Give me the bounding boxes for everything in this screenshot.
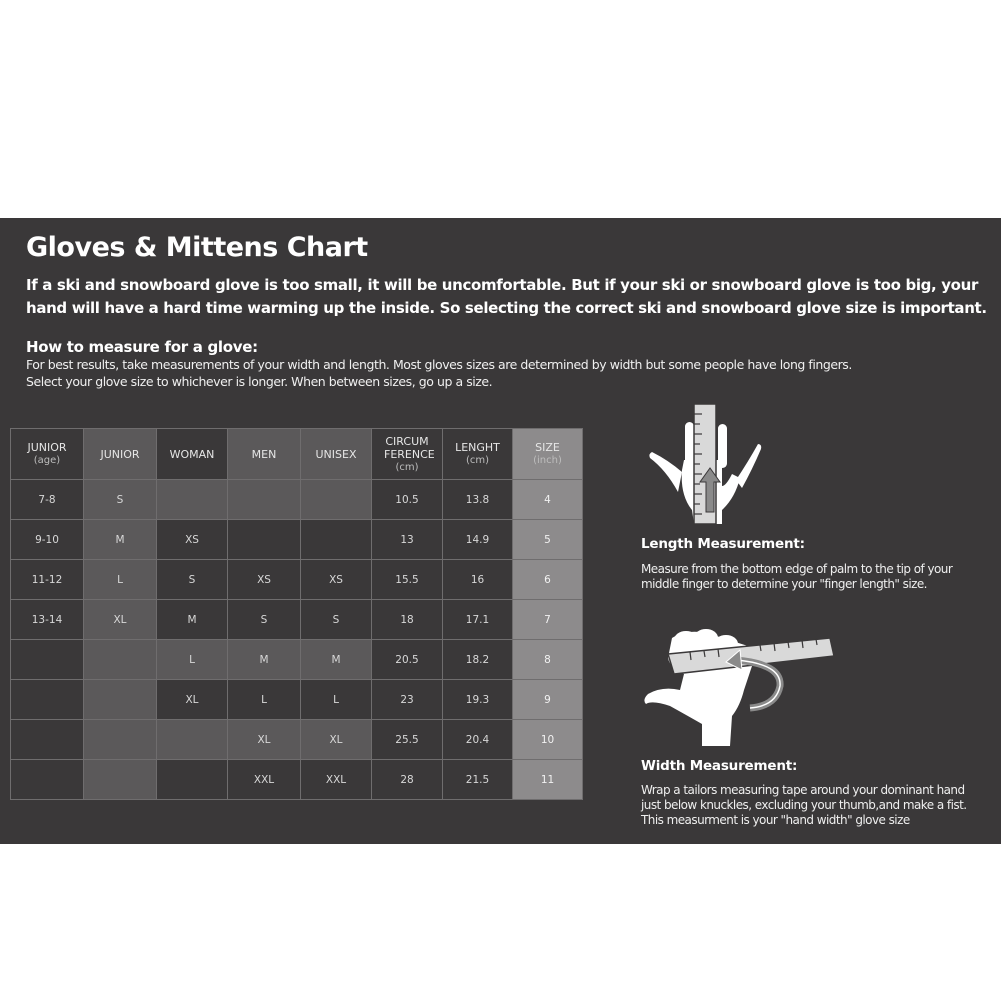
cell-junior-age	[11, 640, 84, 680]
how-to-measure-heading: How to measure for a glove:	[26, 338, 258, 356]
length-measurement-line: middle finger to determine your "finger length" size.	[641, 577, 927, 591]
table-row	[11, 560, 583, 600]
cell-length: 17.1	[443, 600, 513, 640]
cell-junior-age: 9-10	[11, 520, 84, 560]
cell-unisex: M	[301, 640, 372, 680]
cell-circumference: 10.5	[372, 480, 443, 520]
cell-unisex	[301, 480, 372, 520]
table-row	[11, 760, 583, 800]
how-to-measure-text	[26, 356, 986, 390]
cell-junior	[84, 640, 157, 680]
cell-woman: XS	[157, 520, 228, 560]
cell-size: 5	[513, 520, 583, 560]
cell-unisex: XL	[301, 720, 372, 760]
cell-unisex: XS	[301, 560, 372, 600]
width-measurement-line: just below knuckles, excluding your thumb,and make a fist.	[641, 798, 967, 812]
length-measurement-heading: Length Measurement:	[641, 536, 805, 552]
header-junior-age: JUNIOR (age)	[11, 429, 84, 480]
table-row	[11, 520, 583, 560]
cell-junior: L	[84, 560, 157, 600]
width-measurement-heading: Width Measurement:	[641, 758, 798, 774]
cell-unisex: XXL	[301, 760, 372, 800]
cell-men	[228, 480, 301, 520]
how-to-measure-line: For best results, take measurements of your width and length. Most gloves sizes are determined by width but some people have long fingers.	[26, 357, 852, 372]
table-row	[11, 640, 583, 680]
chart-title: Gloves & Mittens Chart	[26, 232, 368, 263]
cell-men: S	[228, 600, 301, 640]
cell-circumference: 23	[372, 680, 443, 720]
size-table	[10, 428, 583, 800]
hand-width-measure-icon	[640, 620, 840, 750]
hand-length-measure-icon	[640, 400, 770, 530]
header-junior: JUNIOR	[84, 429, 157, 480]
cell-woman: L	[157, 640, 228, 680]
cell-woman	[157, 760, 228, 800]
cell-length: 21.5	[443, 760, 513, 800]
header-length: LENGHT (cm)	[443, 429, 513, 480]
cell-length: 13.8	[443, 480, 513, 520]
cell-size: 7	[513, 600, 583, 640]
cell-junior	[84, 720, 157, 760]
cell-circumference: 18	[372, 600, 443, 640]
table-row	[11, 600, 583, 640]
cell-junior: XL	[84, 600, 157, 640]
table-row	[11, 480, 583, 520]
cell-size: 11	[513, 760, 583, 800]
cell-woman	[157, 720, 228, 760]
cell-junior	[84, 760, 157, 800]
cell-length: 16	[443, 560, 513, 600]
cell-unisex	[301, 520, 372, 560]
intro-text: If a ski and snowboard glove is too small, it will be uncomfortable. But if your ski or snowboard glove is too big, your hand will have a hard time warming up the inside. So selecting the correct ski and snowboard glove size is important.	[26, 276, 987, 317]
header-men: MEN	[228, 429, 301, 480]
cell-junior-age: 7-8	[11, 480, 84, 520]
cell-size: 4	[513, 480, 583, 520]
length-measurement-text	[641, 562, 1001, 592]
cell-circumference: 25.5	[372, 720, 443, 760]
cell-junior-age: 13-14	[11, 600, 84, 640]
cell-men	[228, 520, 301, 560]
cell-men: XXL	[228, 760, 301, 800]
cell-length: 19.3	[443, 680, 513, 720]
table-header-row	[11, 429, 583, 480]
width-measurement-line: This measurment is your "hand width" glove size	[641, 813, 910, 827]
cell-men: XL	[228, 720, 301, 760]
cell-size: 10	[513, 720, 583, 760]
how-to-measure-line: Select your glove size to whichever is longer. When between sizes, go up a size.	[26, 374, 493, 389]
cell-junior-age	[11, 720, 84, 760]
cell-length: 18.2	[443, 640, 513, 680]
width-measurement-line: Wrap a tailors measuring tape around your dominant hand	[641, 783, 965, 797]
cell-woman: S	[157, 560, 228, 600]
cell-circumference: 20.5	[372, 640, 443, 680]
cell-junior-age	[11, 760, 84, 800]
cell-unisex: S	[301, 600, 372, 640]
cell-unisex: L	[301, 680, 372, 720]
cell-length: 20.4	[443, 720, 513, 760]
header-size: SIZE (inch)	[513, 429, 583, 480]
width-measurement-text	[641, 783, 1001, 828]
cell-junior	[84, 680, 157, 720]
table-row	[11, 680, 583, 720]
cell-woman: XL	[157, 680, 228, 720]
cell-length: 14.9	[443, 520, 513, 560]
cell-circumference: 28	[372, 760, 443, 800]
header-circumference: CIRCUM FERENCE (cm)	[372, 429, 443, 480]
cell-woman: M	[157, 600, 228, 640]
glove-size-chart-panel	[0, 218, 1001, 844]
cell-size: 6	[513, 560, 583, 600]
cell-size: 9	[513, 680, 583, 720]
cell-junior-age	[11, 680, 84, 720]
cell-men: L	[228, 680, 301, 720]
header-woman: WOMAN	[157, 429, 228, 480]
cell-junior: M	[84, 520, 157, 560]
cell-woman	[157, 480, 228, 520]
cell-junior-age: 11-12	[11, 560, 84, 600]
cell-men: M	[228, 640, 301, 680]
table-row	[11, 720, 583, 760]
header-unisex: UNISEX	[301, 429, 372, 480]
cell-circumference: 13	[372, 520, 443, 560]
cell-junior: S	[84, 480, 157, 520]
cell-men: XS	[228, 560, 301, 600]
length-measurement-line: Measure from the bottom edge of palm to the tip of your	[641, 562, 953, 576]
cell-circumference: 15.5	[372, 560, 443, 600]
cell-size: 8	[513, 640, 583, 680]
